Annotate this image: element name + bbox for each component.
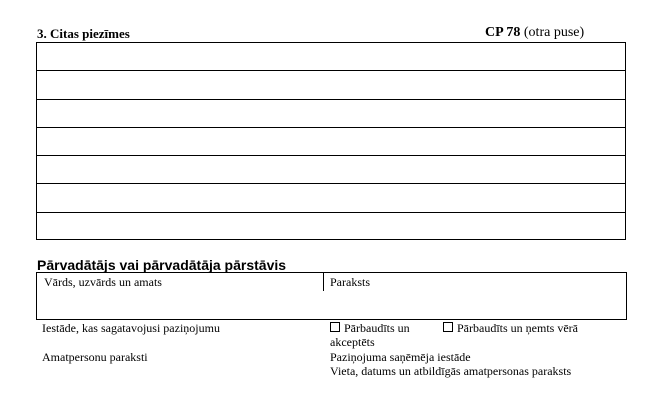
section-title: 3. Citas piezīmes: [37, 26, 130, 41]
check-accepted[interactable]: [330, 321, 410, 349]
carrier-divider: [323, 273, 324, 291]
check-considered-label: Pārbaudīts un ņemts vērā: [457, 321, 578, 335]
form-code-number: CP 78: [485, 25, 521, 40]
name-label: Vārds, uzvārds un amats: [44, 275, 162, 289]
note-line[interactable]: [37, 184, 625, 212]
carrier-box[interactable]: [36, 272, 627, 320]
checkbox-accepted[interactable]: [330, 322, 340, 332]
officials-signature-label: Amatpersonu paraksti: [42, 350, 148, 364]
note-line[interactable]: [37, 156, 625, 184]
note-line[interactable]: [37, 213, 625, 241]
recipient-label: Paziņojuma saņēmēja iestāde: [330, 350, 471, 364]
note-line[interactable]: [37, 100, 625, 128]
check-accepted-label: Pārbaudīts un: [344, 321, 410, 335]
institution-label: Iestāde, kas sagatavojusi paziņojumu: [42, 321, 220, 335]
check-considered[interactable]: [443, 321, 578, 335]
checkbox-considered[interactable]: [443, 322, 453, 332]
form-side: (otra puse): [523, 25, 585, 40]
signature-label: Paraksts: [330, 275, 370, 289]
form-code: [485, 25, 584, 41]
note-line[interactable]: [37, 71, 625, 99]
note-line[interactable]: [37, 43, 625, 71]
carrier-title: Pārvadātājs vai pārvadātāja pārstāvis: [37, 257, 287, 273]
check-accepted-label-cont: akceptēts: [330, 335, 375, 349]
place-date-label: Vieta, datums un atbildīgās amatpersonas paraksts: [330, 364, 572, 378]
notes-table[interactable]: [36, 42, 626, 240]
note-line[interactable]: [37, 128, 625, 156]
